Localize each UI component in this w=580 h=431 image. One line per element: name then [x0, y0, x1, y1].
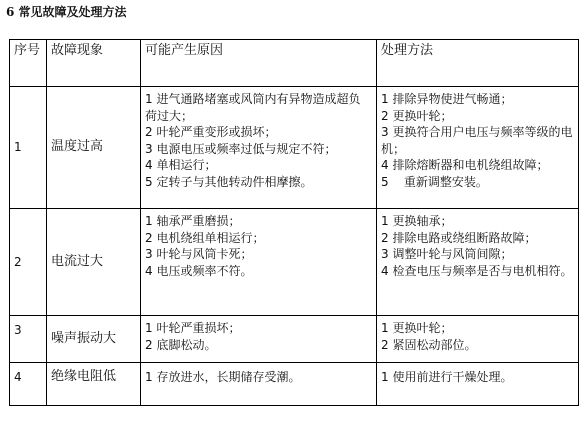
- solutions: [377, 316, 579, 363]
- solution-item: 4 检查电压与频率是否与电机相符。: [381, 263, 573, 278]
- fault-phenomenon: 绝缘电阻低: [47, 363, 141, 406]
- table-header-row: [10, 40, 579, 87]
- cause-item: 1 存放进水，长期储存受潮。: [145, 370, 301, 384]
- solution-item: 1 使用前进行干燥处理。: [381, 370, 513, 384]
- solution-item: 2 紧固松动部位。: [381, 337, 477, 352]
- solution-item: 3 调整叶轮与风筒间隙；: [381, 247, 513, 261]
- cause-item: 1 进气通路堵塞或风筒内有异物造成超负荷过大；: [145, 92, 361, 123]
- possible-causes: [141, 209, 377, 316]
- cause-item: 4 电压或频率不符。: [145, 263, 253, 278]
- solution-item: 1 排除异物使进气畅通；: [381, 92, 513, 106]
- header-causes: 可能产生原因: [141, 40, 377, 87]
- possible-causes: [141, 87, 377, 209]
- header-number: 序号: [10, 40, 47, 87]
- cause-item: 3 叶轮与风筒卡死；: [145, 247, 253, 261]
- table-row: [10, 363, 579, 406]
- possible-causes: [141, 316, 377, 363]
- solution-item: 1 更换轴承；: [381, 214, 453, 228]
- table-row: [10, 87, 579, 209]
- cause-item: 1 轴承严重磨损；: [145, 214, 241, 228]
- solution-item: 2 更换叶轮；: [381, 108, 453, 123]
- solution-item: 3 更换符合用户电压与频率等级的电机；: [381, 125, 573, 156]
- solutions: [377, 363, 579, 406]
- cause-item: 2 底脚松动。: [145, 337, 217, 352]
- solution-item: 5 重新调整安装。: [381, 174, 488, 189]
- possible-causes: [141, 363, 377, 406]
- cause-item: 1 叶轮严重损坏；: [145, 321, 241, 335]
- section-title: 6 常见故障及处理方法: [6, 5, 127, 19]
- cause-item: 5 定转子与其他转动件相摩擦。: [145, 174, 313, 189]
- solutions: [377, 209, 579, 316]
- header-phenomenon: 故障现象: [47, 40, 141, 87]
- solution-item: 2 排除电路或绕组断路故障；: [381, 230, 537, 245]
- table-row: [10, 209, 579, 316]
- table-row: [10, 316, 579, 363]
- fault-table: [9, 39, 579, 406]
- fault-phenomenon: 温度过高: [47, 87, 141, 209]
- row-number: 1: [10, 87, 47, 209]
- fault-phenomenon: 噪声振动大: [47, 316, 141, 363]
- solutions: [377, 87, 579, 209]
- row-number: 4: [10, 363, 47, 406]
- row-number: 3: [10, 316, 47, 363]
- solution-item: 4 排除熔断器和电机绕组故障；: [381, 158, 549, 172]
- row-number: 2: [10, 209, 47, 316]
- solution-item: 1 更换叶轮；: [381, 321, 453, 335]
- fault-phenomenon: 电流过大: [47, 209, 141, 316]
- header-solutions: 处理方法: [377, 40, 579, 87]
- cause-item: 4 单相运行；: [145, 158, 217, 172]
- cause-item: 3 电源电压或频率过低与规定不符；: [145, 141, 337, 156]
- cause-item: 2 电机绕组单相运行；: [145, 230, 265, 245]
- cause-item: 2 叶轮严重变形或损坏；: [145, 125, 277, 139]
